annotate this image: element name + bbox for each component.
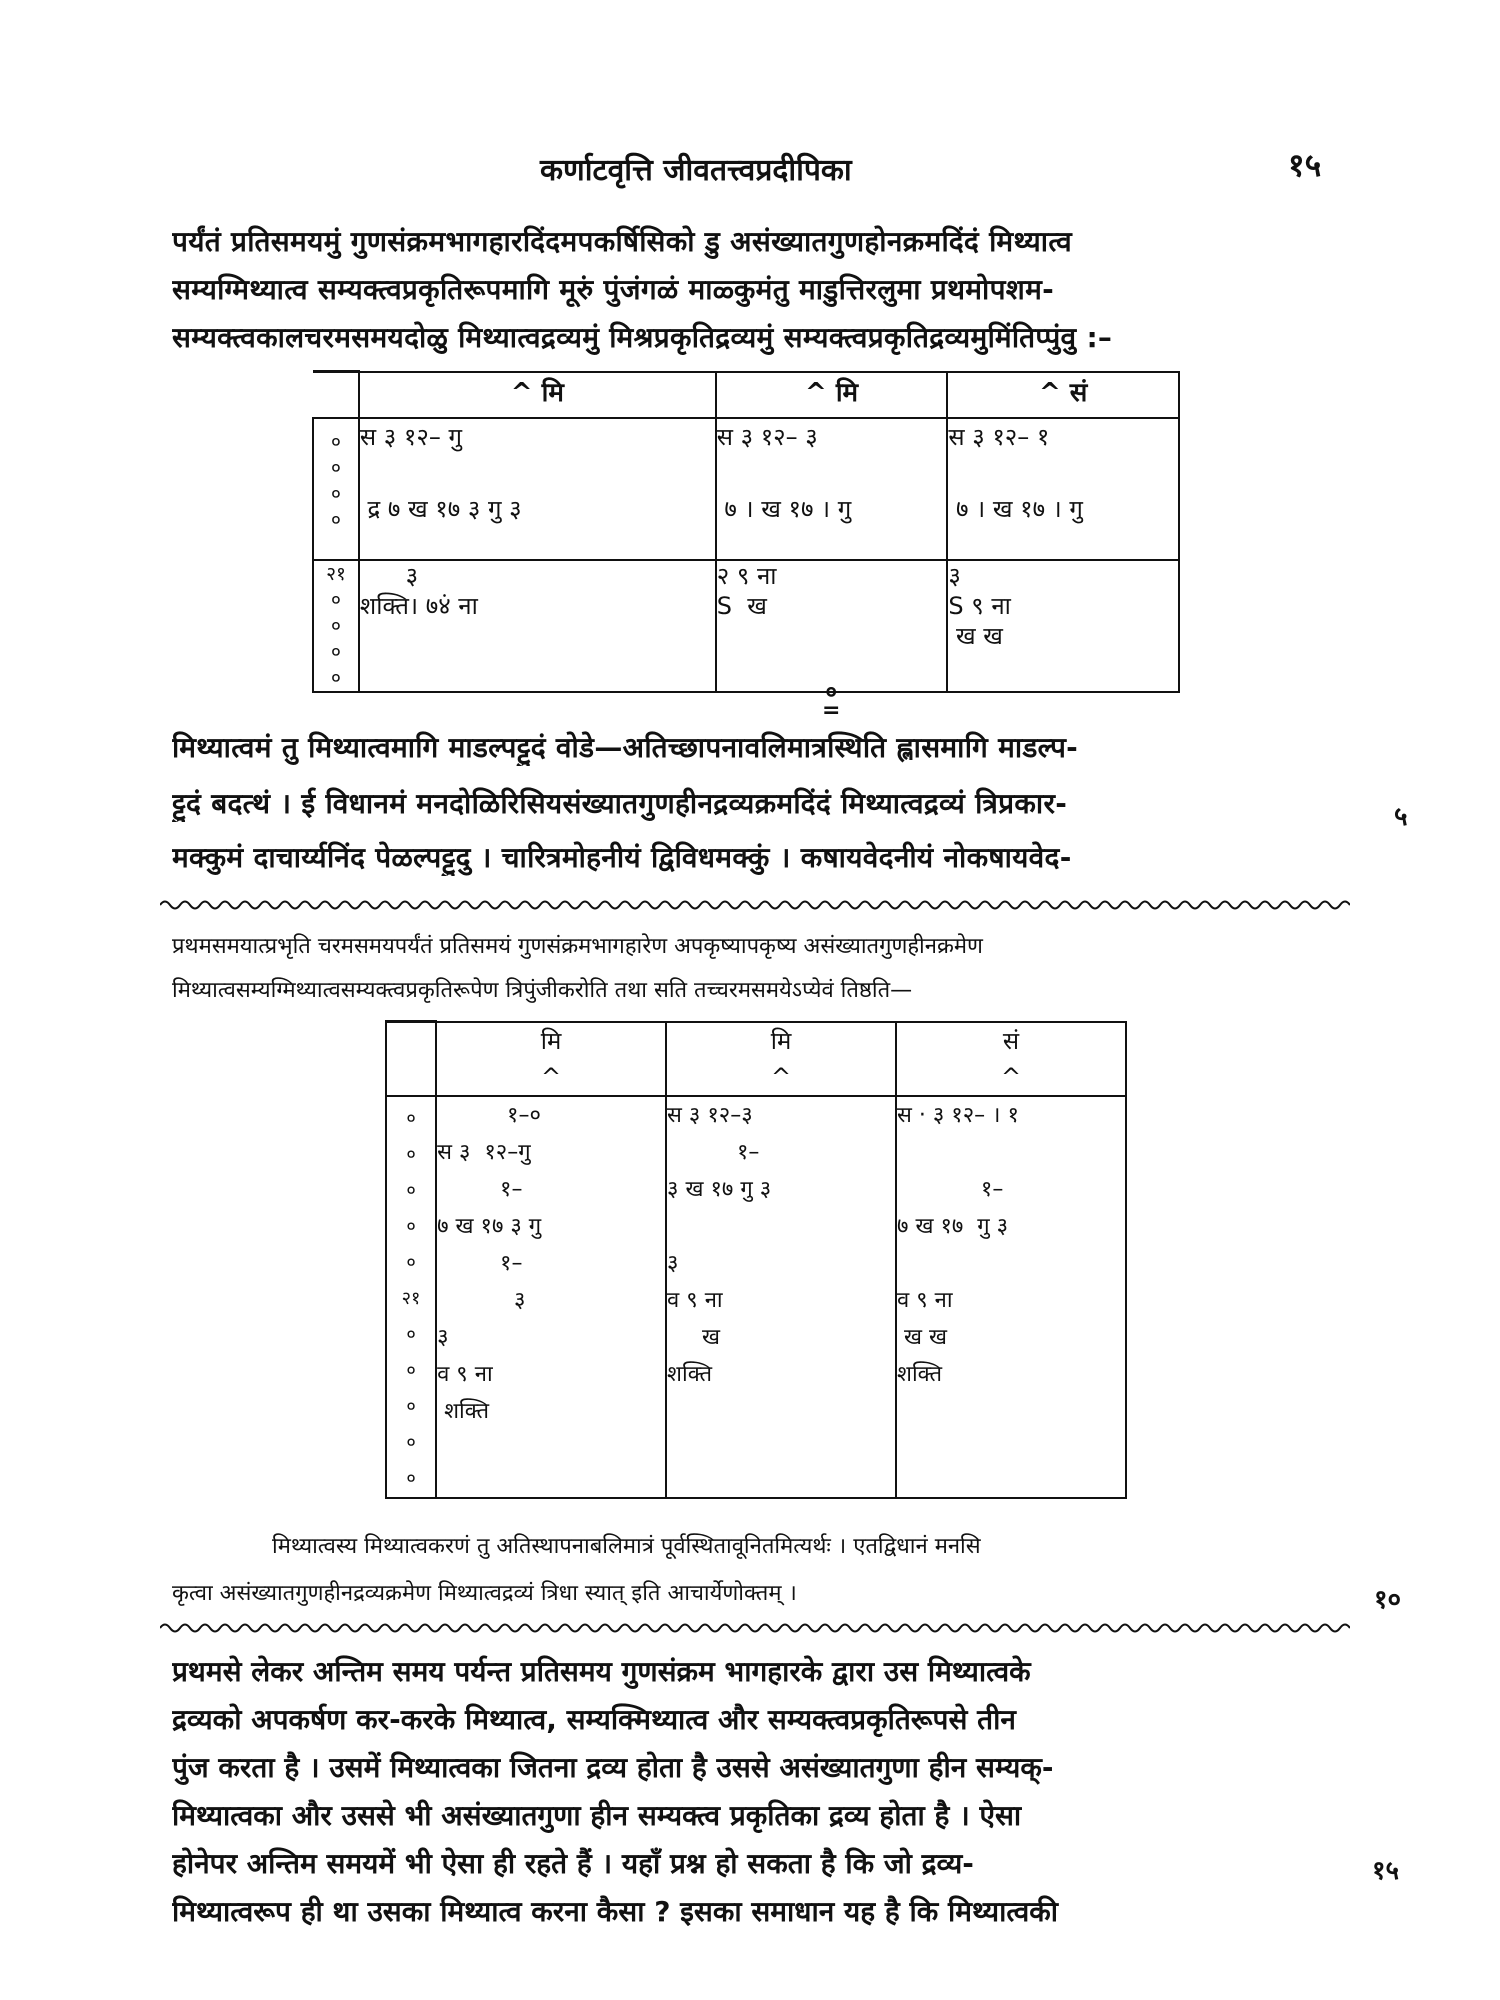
hindi-line-2: द्रव्यको अपकर्षण कर-करके मिथ्यात्व, सम्यक्मिथ्यात्व और सम्यक्त्वप्रकृतिरूपसे तीन bbox=[172, 1703, 1016, 1736]
table1-cell-bottom-right: ३ S ९ ना ख ख bbox=[947, 560, 1179, 692]
page-number: १५ bbox=[1288, 146, 1322, 184]
kannada-top-line-1: पर्यंतं प्रतिसमयमुं गुणसंक्रमभागहारदिंदमपकर्षिसिको डु असंख्यातगुणहोनक्रमदिंदं मिथ्यात्व bbox=[172, 225, 1072, 258]
kannada-top-line-3: सम्यक्त्वकालचरमसमयदोळु मिथ्यात्वद्रव्यमुं मिश्रप्रकृतिद्रव्यमुं सम्यक्त्वप्रकृतिद्रव्यमुमिंतिप्पुंवु :– bbox=[172, 321, 1113, 354]
table2-header-mi-2 bbox=[666, 1022, 896, 1096]
hindi-line-1: प्रथमसे लेकर अन्तिम समय पर्यन्त प्रतिसमय गुणसंक्रम भागहारके द्वारा उस मिथ्यात्वके bbox=[172, 1655, 1031, 1688]
kannada-mid-line-2: ट्टुदं बदत्थं । ई विधानमं मनदोळिरिसियसंख्यातगुणहीनद्रव्यक्रमदिंदं मिथ्यात्वद्रव्यं त्रिप्रकार- bbox=[172, 787, 1068, 820]
table2-header-sam-caret: ^ bbox=[1000, 1062, 1022, 1091]
table2-header-mi-2-caret: ^ bbox=[770, 1062, 792, 1091]
hindi-line-4: मिथ्यात्वका और उससे भी असंख्यातगुणा हीन सम्यक्त्व प्रकृतिका द्रव्य होता है । ऐसा bbox=[172, 1799, 1022, 1832]
hindi-line-5: होनेपर अन्तिम समयमें भी ऐसा ही रहते हैं । यहाँ प्रश्न हो सकता है कि जो द्रव्य- bbox=[172, 1847, 974, 1880]
sanskrit-line-2: मिथ्यात्वसम्यग्मिथ्यात्वसम्यक्त्वप्रकृतिरूपेण त्रिपुंजीकरोति तथा सति तच्चरमसमयेऽप्येवं तिष्ठति— bbox=[172, 978, 913, 1003]
hindi-line-6: मिथ्यात्वरूप ही था उसका मिथ्यात्व करना कैसा ? इसका समाधान यह है कि मिथ्यात्वकी bbox=[172, 1895, 1059, 1928]
table1-cell-bottom-mid: २ ९ ना S ख bbox=[716, 560, 948, 692]
kannada-table bbox=[312, 370, 1180, 693]
sanskrit-line-1: प्रथमसमयात्प्रभृति चरमसमयपर्यंतं प्रतिसमयं गुणसंक्रमभागहारेण अपकृष्यापकृष्य असंख्यातगुणहीनक्रमेण bbox=[172, 934, 983, 959]
table2-header-mi-1-caret: ^ bbox=[541, 1062, 562, 1091]
table1-footnote-mark: ० = bbox=[822, 680, 841, 723]
table1-header-mi-1: ^ मि bbox=[359, 372, 716, 418]
table1-cell-mithyatva: स ३ १२– गु द्र ७ ख १७ ३ गु ३ bbox=[359, 418, 716, 560]
table1-marker-top: ० ० ० ० bbox=[313, 418, 359, 560]
margin-line-number-5: ५ bbox=[1394, 802, 1408, 832]
running-header-title: कर्णाटवृत्ति जीवतत्त्वप्रदीपिका bbox=[540, 153, 852, 188]
table2-cell-mithyatva: १–० स ३ १२–गु १– ७ ख १७ ३ गु १– ३ ३ व ९ ना शक्ति bbox=[436, 1096, 666, 1498]
table2-cell-mishra: स ३ १२–३ १– ३ ख १७ गु ३ ३ व ९ ना ख शक्ति bbox=[666, 1096, 896, 1498]
table2-header-mi-1 bbox=[436, 1022, 666, 1096]
wavy-separator-2 bbox=[160, 1621, 1350, 1635]
table2-markers: ० ० ० ० ० २१ ० ० ० ० ० bbox=[386, 1096, 436, 1498]
table1-cell-samyaktva: स ३ १२– १ ७ । ख १७ । गु bbox=[947, 418, 1179, 560]
hindi-line-3: पुंज करता है । उसमें मिथ्यात्वका जितना द्रव्य होता है उससे असंख्यातगुणा हीन सम्यक्- bbox=[172, 1751, 1054, 1784]
table1-header-mi-2: ^ मि bbox=[716, 372, 948, 418]
table2-header-mi-1-label: मि bbox=[540, 1026, 562, 1055]
kannada-mid-line-3: मक्कुमं दाचार्य्यनिंद पेळल्पट्टुदु । चारित्रमोहनीयं द्विविधमक्कुं । कषायवेदनीयं नोकषायवेद- bbox=[172, 841, 1072, 874]
table1-marker-bottom: २१ ० ० ० ० bbox=[313, 560, 359, 692]
table1-header-sam: ^ सं bbox=[947, 372, 1179, 418]
margin-line-number-10: १० bbox=[1374, 1585, 1402, 1615]
table2-cell-samyaktva: स · ३ १२– । १ १– ७ ख १७ गु ३ व ९ ना ख ख शक्ति bbox=[896, 1096, 1126, 1498]
sanskrit-after-line-2: कृत्वा असंख्यातगुणहीनद्रव्यक्रमेण मिथ्यात्वद्रव्यं त्रिधा स्यात् इति आचार्येणोक्तम् । bbox=[172, 1581, 797, 1606]
margin-line-number-15: १५ bbox=[1372, 1856, 1400, 1886]
table2-header-sam bbox=[896, 1022, 1126, 1096]
sanskrit-table bbox=[385, 1020, 1127, 1499]
table1-cell-mishra: स ३ १२– ३ ७ । ख १७ । गु bbox=[716, 418, 948, 560]
kannada-mid-line-1: मिथ्यात्वमं तु मिथ्यात्वमागि माडल्पट्टुदं वोडे—अतिच्छापनावलिमात्रस्थिति ह्लासमागि माडल्प- bbox=[172, 731, 1079, 764]
table2-header-mi-2-label: मि bbox=[770, 1026, 792, 1055]
kannada-top-line-2: सम्यग्मिथ्यात्व सम्यक्त्वप्रकृतिरूपमागि मूरुं पुंजंगळं माळ्कुमंतु माडुत्तिरलुमा प्रथमोपशम- bbox=[172, 273, 1055, 306]
table2-header-sam-label: सं bbox=[1002, 1026, 1020, 1055]
sanskrit-after-line-1: मिथ्यात्वस्य मिथ्यात्वकरणं तु अतिस्थापनाबलिमात्रं पूर्वस्थितावूनितमित्यर्थः । एतद्विधानं मनसि bbox=[272, 1534, 981, 1559]
wavy-separator-1 bbox=[160, 898, 1350, 912]
table1-cell-shakti: ३ शक्ति। ७४ं ना bbox=[359, 560, 716, 692]
